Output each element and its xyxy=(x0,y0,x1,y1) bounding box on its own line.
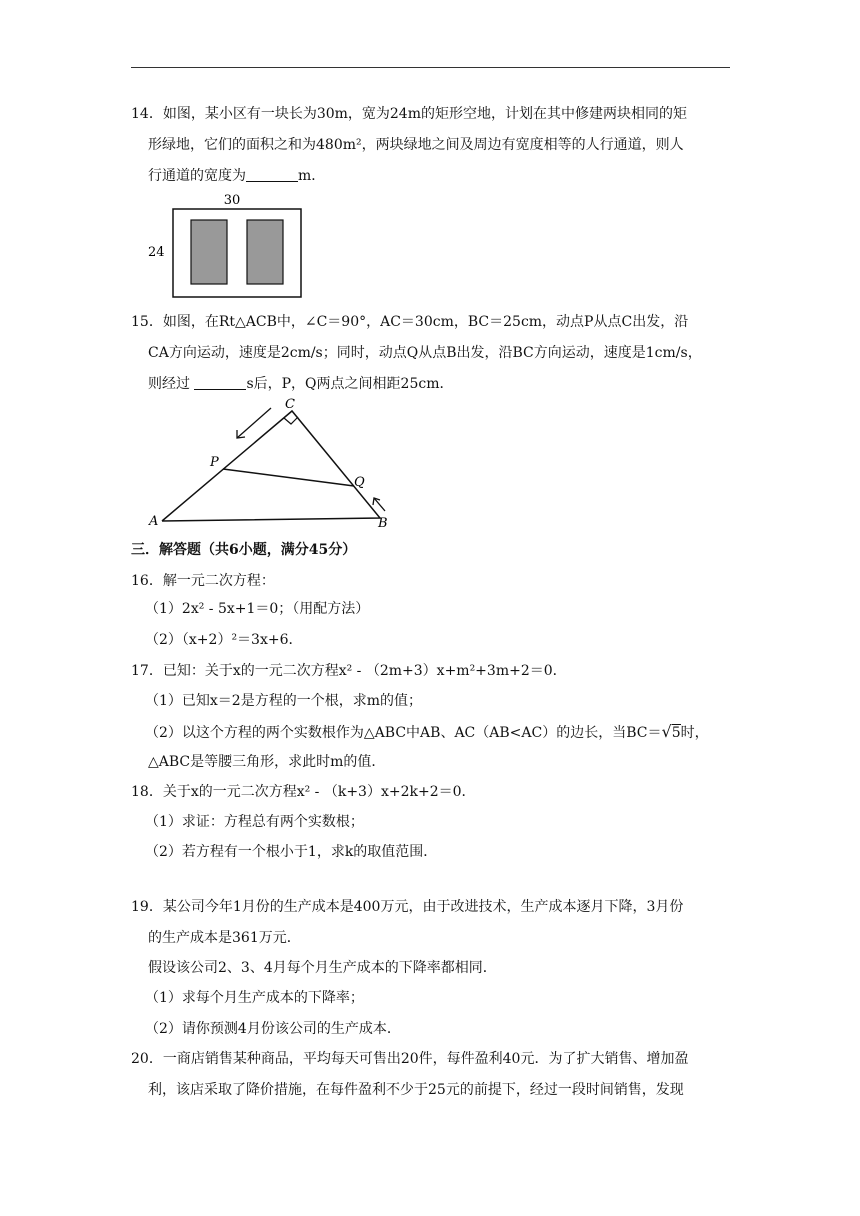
q17-part-2-cont: △ABC是等腰三角形，求此时m的值． xyxy=(148,754,386,770)
q15-label-p: P xyxy=(210,455,219,470)
header-rule xyxy=(131,67,730,68)
q15-label-q: Q xyxy=(354,475,365,490)
q17-part-2 xyxy=(145,722,709,743)
q16-part-2: （2）（x+2）²＝3x+6． xyxy=(145,632,303,648)
q15-line-2: CA方向运动，速度是2cm/s；同时，动点Q从点B出发，沿BC方向运动，速度是1cm/s， xyxy=(148,345,702,361)
q14-line-3 xyxy=(148,166,325,186)
sqrt-icon: √ xyxy=(661,722,672,741)
q14-figure xyxy=(140,186,310,302)
q16-title: 16．解一元二次方程： xyxy=(131,573,275,589)
q19-line-2: 的生产成本是361万元． xyxy=(148,930,301,946)
q14-unit: m． xyxy=(298,168,326,184)
q19-line-3: 假设该公司2、3、4月每个月生产成本的下降率都相同． xyxy=(148,960,497,976)
section-3-heading: 三．解答题（共6小题，满分45分） xyxy=(131,542,357,558)
q15-label-b: B xyxy=(378,516,388,531)
q14-line-2: 形绿地，它们的面积之和为480m²，两块绿地之间及周边有宽度相等的人行通道，则人 xyxy=(148,137,684,153)
q17-part-2-tail: 时， xyxy=(680,725,709,741)
q15-line-1: 15．如图，在Rt△ACB中，∠C＝90°，AC＝30cm，BC＝25cm，动点P从点C出发，沿 xyxy=(131,314,689,330)
q15-label-c: C xyxy=(285,397,295,412)
q18-part-2: （2）若方程有一个根小于1，求k的取值范围． xyxy=(145,844,438,860)
q17-part-2-text: （2）以这个方程的两个实数根作为△ABC中AB、AC（AB<AC）的边长，当BC＝ xyxy=(145,725,662,741)
q18-title: 18．关于x的一元二次方程x² - （k+3）x+2k+2＝0． xyxy=(131,784,476,800)
q14-line-1: 14．如图，某小区有一块长为30m，宽为24m的矩形空地，计划在其中修建两块相同的矩 xyxy=(131,106,687,122)
q20-line-1: 20．一商店销售某种商品，平均每天可售出20件，每件盈利40元．为了扩大销售、增加盈 xyxy=(131,1051,689,1067)
q15-triangle xyxy=(162,411,380,521)
q19-part-1: （1）求每个月生产成本的下降率； xyxy=(145,990,364,1006)
q15-label-a: A xyxy=(149,514,159,529)
q14-green-plot-left xyxy=(191,220,227,284)
q20-line-2: 利，该店采取了降价措施，在每件盈利不少于25元的前提下，经过一段时间销售，发现 xyxy=(148,1082,684,1098)
q16-part-1: （1）2x² - 5x+1＝0；（用配方法） xyxy=(145,601,370,617)
q17-sqrt-radicand: 5 xyxy=(671,725,681,741)
q15-segment-pq xyxy=(223,469,354,486)
q14-green-plot-right xyxy=(247,220,283,284)
q18-part-1: （1）求证：方程总有两个实数根； xyxy=(145,814,364,830)
q15-line-3 xyxy=(148,374,453,394)
q15-answer-blank[interactable] xyxy=(194,375,246,390)
q17-part-1: （1）已知x＝2是方程的一个根，求m的值； xyxy=(145,693,422,709)
q17-title: 17．已知：关于x的一元二次方程x² - （2m+3）x+m²+3m+2＝0． xyxy=(131,663,567,679)
q15-figure xyxy=(140,394,400,532)
q14-line-3-text: 行通道的宽度为 xyxy=(148,168,246,184)
q15-line-3-text-b: s后，P，Q两点之间相距25cm． xyxy=(246,376,454,392)
q14-figure-top-label: 30 xyxy=(223,193,241,208)
q19-line-1: 19．某公司今年1月份的生产成本是400万元，由于改进技术，生产成本逐月下降，3月份 xyxy=(131,899,684,915)
q15-right-angle-mark xyxy=(284,417,298,424)
q19-part-2: （2）请你预测4月份该公司的生产成本． xyxy=(145,1021,401,1037)
q14-answer-blank[interactable] xyxy=(246,167,298,182)
q15-line-3-text-a: 则经过 xyxy=(148,376,190,392)
q14-figure-side-label: 24 xyxy=(148,245,165,260)
